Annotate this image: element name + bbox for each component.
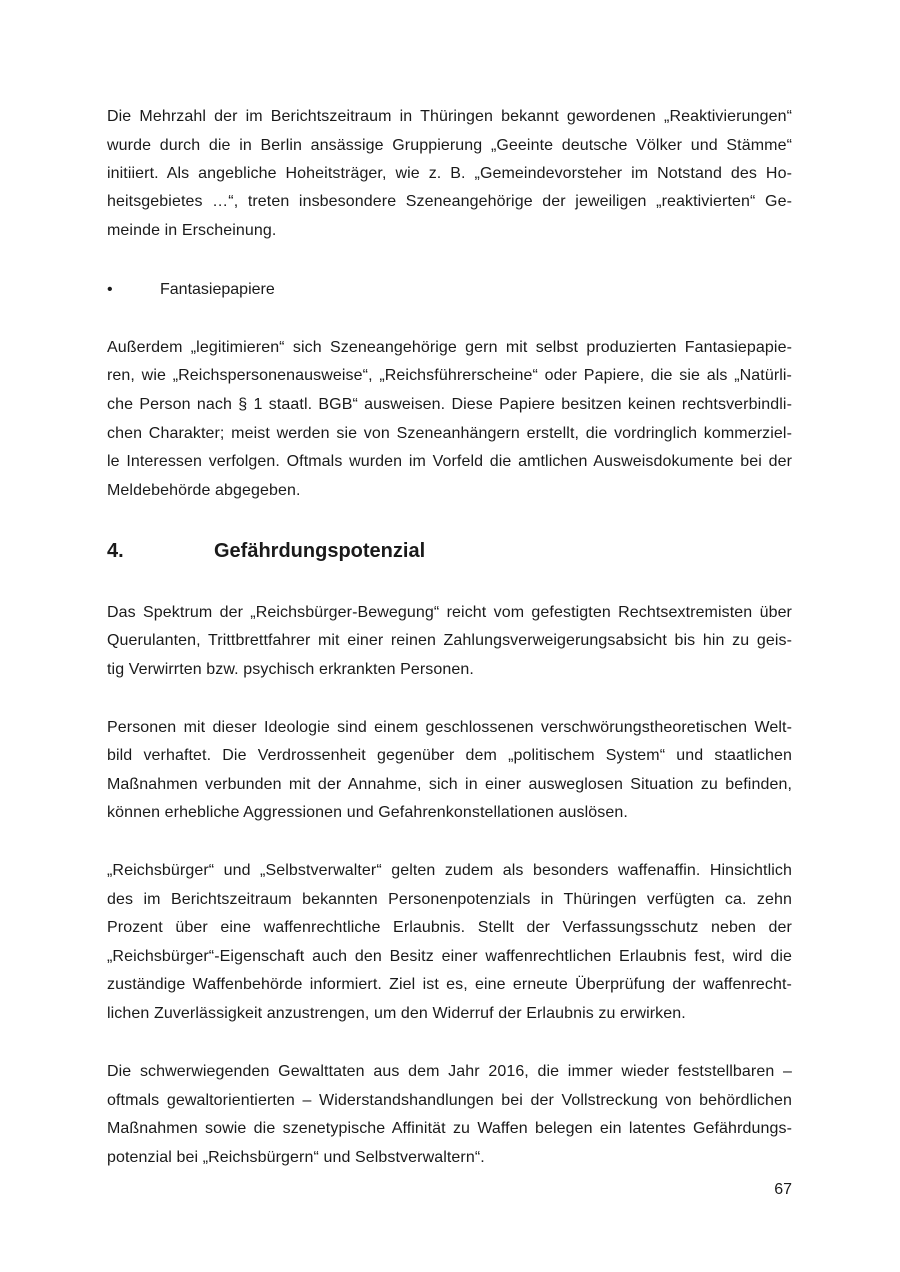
text-line: Außerdem „legitimieren“ sich Szeneangehörige gern mit selbst produzierten Fantasiepapie-: [107, 339, 792, 356]
text-line: meinde in Erscheinung.: [107, 222, 277, 239]
text-line: Das Spektrum der „Reichsbürger-Bewegung“ reicht vom gefestigten Rechtsextremisten über: [107, 604, 792, 621]
heading-title: Gefährdungspotenzial: [214, 540, 426, 562]
text-line: zuständige Waffenbehörde informiert. Ziel ist es, eine erneute Überprüfung der waffenrecht-: [107, 976, 792, 993]
text-line: Maßnahmen verbunden mit der Annahme, sich in einer ausweglosen Situation zu befinden,: [107, 776, 792, 793]
text-line: Querulanten, Trittbrettfahrer mit einer reinen Zahlungsverweigerungsabsicht bis hin zu geis-: [107, 632, 792, 649]
text-line: chen Charakter; meist werden sie von Szeneanhängern erstellt, die vordringlich kommerziel-: [107, 425, 792, 442]
text-line: „Reichsbürger“ und „Selbstverwalter“ gelten zudem als besonders waffenaffin. Hinsichtlich: [107, 862, 792, 879]
text-line: Meldebehörde abgegeben.: [107, 482, 301, 499]
text-line: lichen Zuverlässigkeit anzustrengen, um den Widerruf der Erlaubnis zu erwirken.: [107, 1005, 686, 1022]
text-line: Personen mit dieser Ideologie sind einem geschlossenen verschwörungstheoretischen Welt-: [107, 719, 792, 736]
text-line: Maßnahmen sowie die szenetypische Affinität zu Waffen belegen ein latentes Gefährdungs-: [107, 1120, 792, 1137]
text-line: Die Mehrzahl der im Berichtszeitraum in Thüringen bekannt gewordenen „Reaktivierungen“: [107, 108, 792, 125]
text-line: oftmals gewaltorientierten – Widerstandshandlungen bei der Vollstreckung von behördlichen: [107, 1092, 792, 1109]
text-line: le Interessen verfolgen. Oftmals wurden im Vorfeld die amtlichen Ausweisdokumente bei der: [107, 453, 792, 470]
text-line: können erhebliche Aggressionen und Gefahrenkonstellationen auslösen.: [107, 804, 628, 821]
text-line: bild verhaftet. Die Verdrossenheit gegenüber dem „politischem System“ und staatlichen: [107, 747, 792, 764]
text-line: ren, wie „Reichspersonenausweise“, „Reichsführerscheine“ oder Papiere, die sie als „Natürli-: [107, 367, 792, 384]
text-line: potenzial bei „Reichsbürgern“ und Selbstverwaltern“.: [107, 1149, 485, 1166]
page-number: 67: [774, 1181, 792, 1198]
bullet-label: Fantasiepapiere: [160, 281, 275, 298]
text-line: Prozent über eine waffenrechtliche Erlaubnis. Stellt der Verfassungsschutz neben der: [107, 919, 792, 936]
text-line: wurde durch die in Berlin ansässige Gruppierung „Geeinte deutsche Völker und Stämme“: [107, 137, 792, 154]
text-line: heitsgebietes …“, treten insbesondere Szeneangehörige der jeweiligen „reaktivierten“ Ge-: [107, 193, 792, 210]
text-line: „Reichsbürger“-Eigenschaft auch den Besitz einer waffenrechtlichen Erlaubnis fest, wird die: [107, 948, 792, 965]
bullet-icon: •: [107, 281, 113, 298]
heading-number: 4.: [107, 540, 124, 562]
text-line: Die schwerwiegenden Gewalttaten aus dem Jahr 2016, die immer wieder feststellbaren –: [107, 1063, 792, 1080]
text-line: initiiert. Als angebliche Hoheitsträger, wie z. B. „Gemeindevorsteher im Notstand des Ho-: [107, 165, 792, 182]
text-line: che Person nach § 1 staatl. BGB“ ausweisen. Diese Papiere besitzen keinen rechtsverbindli-: [107, 396, 792, 413]
text-line: des im Berichtszeitraum bekannten Personenpotenzials in Thüringen verfügten ca. zehn: [107, 891, 792, 908]
text-line: tig Verwirrten bzw. psychisch erkrankten Personen.: [107, 661, 474, 678]
